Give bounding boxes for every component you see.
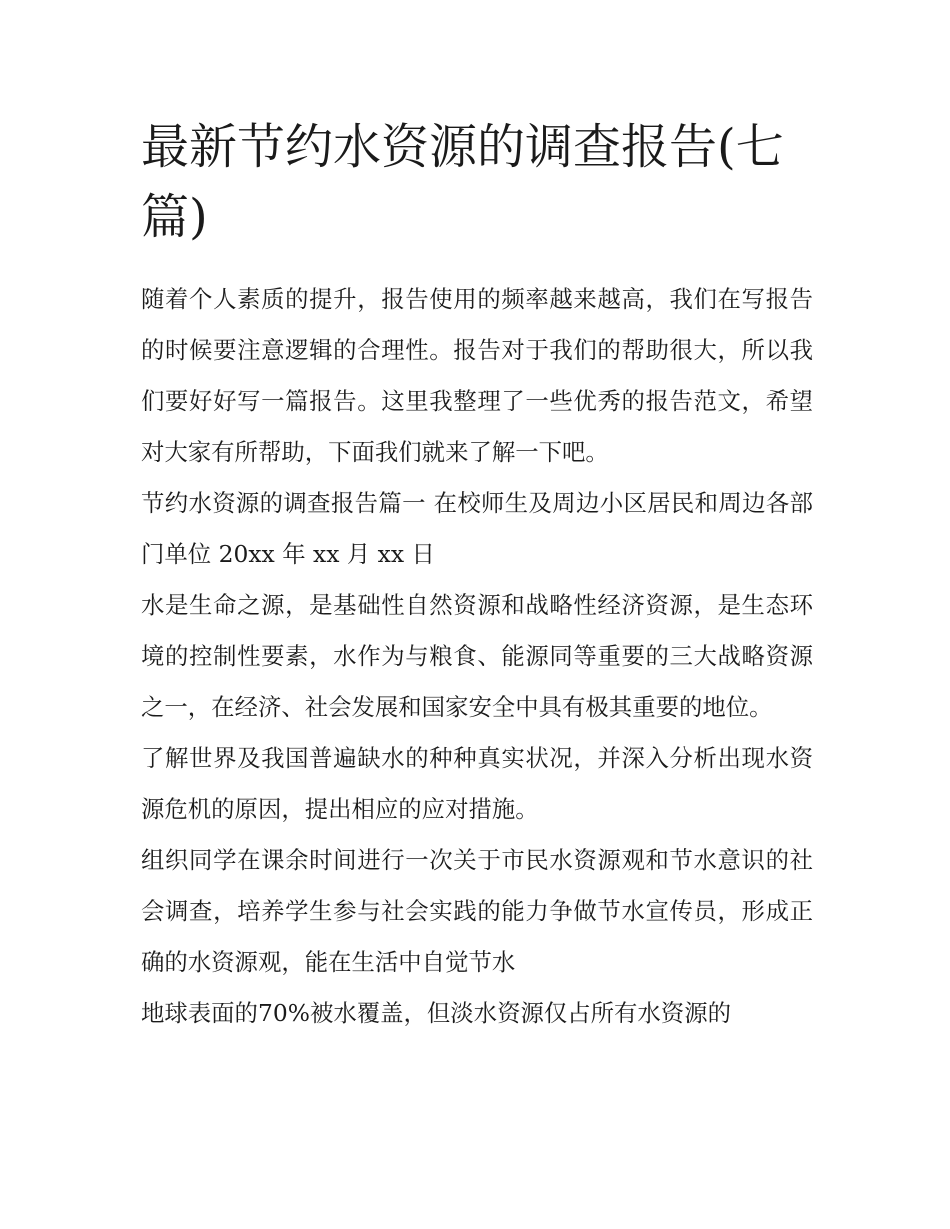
paragraph-purpose: 了解世界及我国普遍缺水的种种真实状况，并深入分析出现水资源危机的原因，提出相应的应对措施。 <box>141 744 813 823</box>
paragraph-activity: 组织同学在课余时间进行一次关于市民水资源观和节水意识的社会调查，培养学生参与社会实践的能力争做节水宣传员，形成正确的水资源观，能在生活中自觉节水 <box>141 846 813 976</box>
document-body <box>141 112 813 1039</box>
paragraph-water-importance: 水是生命之源，是基础性自然资源和战略性经济资源，是生态环境的控制性要素，水作为与粮食、能源同等重要的三大战略资源之一，在经济、社会发展和国家安全中具有极其重要的地位。 <box>141 591 813 721</box>
paragraph-report-subject: 节约水资源的调查报告篇一 在校师生及周边小区居民和周边各部门单位 20xx 年 xx 月 xx 日 <box>141 489 813 568</box>
paragraph-intro: 随着个人素质的提升，报告使用的频率越来越高，我们在写报告的时候要注意逻辑的合理性。报告对于我们的帮助很大，所以我们要好好写一篇报告。这里我整理了一些优秀的报告范文，希望对大家有所帮助，下面我们就来了解一下吧。 <box>141 285 813 466</box>
paragraph-earth-water: 地球表面的70%被水覆盖，但淡水资源仅占所有水资源的 <box>141 999 731 1027</box>
document-title: 最新节约水资源的调查报告(七篇) <box>141 119 784 245</box>
